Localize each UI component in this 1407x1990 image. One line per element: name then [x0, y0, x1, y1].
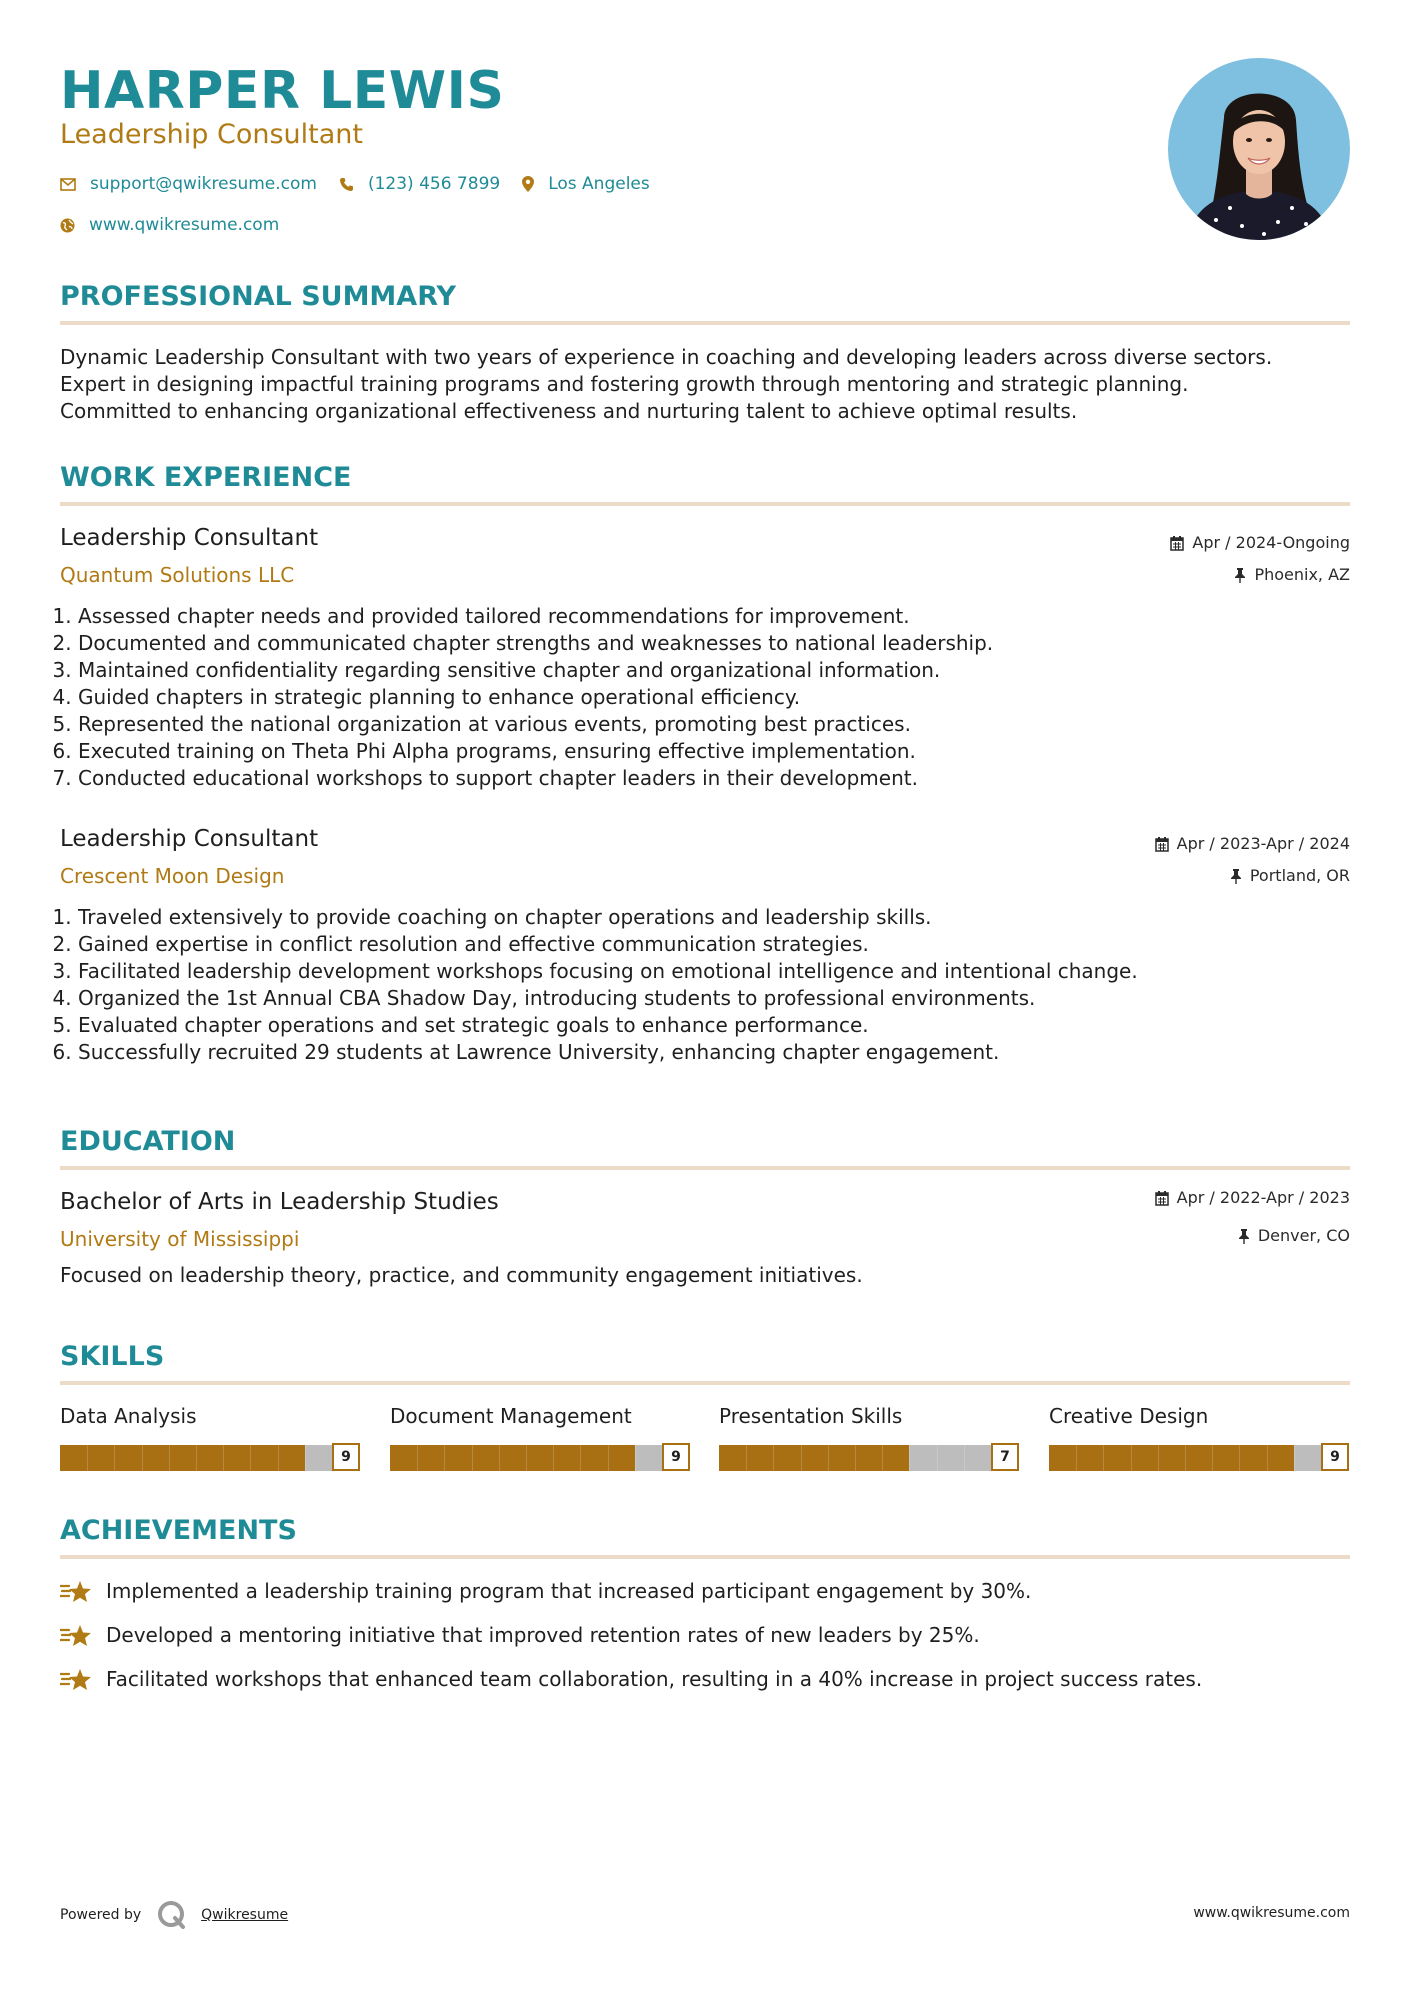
skill-bar-fill: [1049, 1445, 1294, 1471]
skill-bar-fill: [719, 1445, 909, 1471]
skill-bar-segment: [499, 1445, 500, 1471]
pushpin-icon: [1238, 1229, 1250, 1244]
map-pin-icon: [522, 176, 534, 192]
experience-divider: [60, 502, 1350, 506]
footer-powered-by: [60, 1900, 288, 1930]
skill-bar: [60, 1443, 360, 1471]
pushpin-icon: [1234, 568, 1246, 583]
website-text: www.qwikresume.com: [89, 215, 280, 235]
skill-bar-segment: [1076, 1445, 1077, 1471]
list-item: 7. Conducted educational workshops to support chapter leaders in their development.: [78, 765, 1368, 792]
achievement-text: Facilitated workshops that enhanced team collaboration, resulting in a 40% increase in project success rates.: [106, 1667, 1203, 1691]
education-heading: EDUCATION: [60, 1126, 236, 1157]
list-item: 3. Maintained confidentiality regarding sensitive chapter and organizational information.: [78, 657, 1368, 684]
contact-phone[interactable]: [339, 174, 500, 194]
job-2-company: Crescent Moon Design: [60, 864, 285, 888]
skill-bar-segment: [580, 1445, 581, 1471]
list-item: 4. Organized the 1st Annual CBA Shadow Day, introducing students to professional environments.: [78, 985, 1368, 1012]
achievement-text: Implemented a leadership training program that increased participant engagement by 30%.: [106, 1579, 1032, 1603]
skill-bar-segment: [1131, 1445, 1132, 1471]
job-2-location-text: Portland, OR: [1249, 866, 1350, 885]
job-1-bullets: [52, 603, 1368, 792]
list-item: 4. Guided chapters in strategic planning to enhance operational efficiency.: [78, 684, 1368, 711]
summary-divider: [60, 321, 1350, 325]
job-1-dates: [1170, 532, 1350, 554]
candidate-name: HARPER LEWIS: [60, 61, 505, 121]
skill-bar-segment: [553, 1445, 554, 1471]
achievements-heading: ACHIEVEMENTS: [60, 1515, 297, 1546]
calendar-icon: [1155, 837, 1169, 852]
job-2-bullets: [52, 904, 1368, 1066]
skill-bar-segment: [1158, 1445, 1159, 1471]
achievements-divider: [60, 1555, 1350, 1559]
list-item: 5. Represented the national organization at various events, promoting best practices.: [78, 711, 1368, 738]
skill-bar-segment: [1185, 1445, 1186, 1471]
skill-bar-segment: [635, 1445, 636, 1471]
education-degree: Bachelor of Arts in Leadership Studies: [60, 1189, 499, 1215]
list-item: 2. Documented and communicated chapter strengths and weaknesses to national leadership.: [78, 630, 1368, 657]
globe-icon: [60, 218, 75, 233]
skill-name: Creative Design: [1049, 1404, 1209, 1428]
envelope-icon: [60, 178, 76, 191]
skill-creative-design: [1049, 1403, 1349, 1471]
skill-bar: [719, 1443, 1019, 1471]
skill-bar-segment: [801, 1445, 802, 1471]
skill-score: 9: [332, 1443, 360, 1471]
pushpin-icon: [1230, 869, 1242, 884]
skill-bar-segment: [964, 1445, 965, 1471]
shooting-star-icon: [60, 1579, 94, 1605]
achievement-item: [60, 1622, 980, 1649]
contact-location: [522, 174, 650, 194]
summary-heading: PROFESSIONAL SUMMARY: [60, 281, 457, 312]
skill-bar-fill: [60, 1445, 305, 1471]
skill-score: 7: [991, 1443, 1019, 1471]
calendar-icon: [1170, 536, 1184, 551]
skills-heading: SKILLS: [60, 1341, 165, 1372]
skill-bar-segment: [444, 1445, 445, 1471]
skill-bar-fill: [390, 1445, 635, 1471]
achievement-item: [60, 1666, 1202, 1693]
skill-bar-segment: [472, 1445, 473, 1471]
education-dates: [1155, 1187, 1350, 1209]
skill-bar-segment: [87, 1445, 88, 1471]
contact-row-2: [60, 215, 301, 235]
skill-bar-segment: [828, 1445, 829, 1471]
skill-bar-segment: [526, 1445, 527, 1471]
education-location-text: Denver, CO: [1257, 1226, 1350, 1245]
education-description: Focused on leadership theory, practice, and community engagement initiatives.: [60, 1263, 863, 1287]
skill-bar-segment: [773, 1445, 774, 1471]
job-1-dates-text: Apr / 2024-Ongoing: [1192, 533, 1350, 552]
skill-bar-segment: [1294, 1445, 1295, 1471]
summary-line: Expert in designing impactful training programs and fostering growth through mentoring and strategic planning.: [60, 372, 1189, 396]
education-divider: [60, 1166, 1350, 1170]
skill-bar: [390, 1443, 690, 1471]
contact-row-1: [60, 174, 672, 194]
skill-document-management: [390, 1403, 690, 1471]
list-item: 1. Traveled extensively to provide coaching on chapter operations and leadership skills.: [78, 904, 1368, 931]
skill-bar-segment: [608, 1445, 609, 1471]
summary-line: Committed to enhancing organizational effectiveness and nurturing talent to achieve optimal results.: [60, 399, 1078, 423]
job-2-dates: [1155, 833, 1350, 855]
job-2-location: [1230, 865, 1350, 887]
shooting-star-icon: [60, 1667, 94, 1693]
list-item: 5. Evaluated chapter operations and set strategic goals to enhance performance.: [78, 1012, 1368, 1039]
skill-bar-segment: [223, 1445, 224, 1471]
skill-bar-segment: [278, 1445, 279, 1471]
job-2-role: Leadership Consultant: [60, 826, 319, 852]
education-location: [1238, 1225, 1350, 1247]
powered-by-label: Powered by: [60, 1907, 142, 1923]
job-2-dates-text: Apr / 2023-Apr / 2024: [1176, 834, 1350, 853]
skill-bar-segment: [1267, 1445, 1268, 1471]
summary-line: Dynamic Leadership Consultant with two years of experience in coaching and developing leaders across diverse sectors.: [60, 345, 1273, 369]
skill-bar-segment: [305, 1445, 306, 1471]
skill-bar-segment: [909, 1445, 910, 1471]
skill-presentation-skills: [719, 1403, 1019, 1471]
achievement-text: Developed a mentoring initiative that improved retention rates of new leaders by 25%.: [106, 1623, 980, 1647]
phone-text: (123) 456 7899: [367, 174, 501, 194]
skill-bar-segment: [855, 1445, 856, 1471]
calendar-icon: [1155, 1191, 1169, 1206]
profile-photo: [1168, 58, 1350, 240]
skill-name: Presentation Skills: [719, 1404, 903, 1428]
brand-link[interactable]: Qwikresume: [201, 1907, 289, 1923]
contact-website[interactable]: [60, 215, 279, 235]
list-item: 2. Gained expertise in conflict resolution and effective communication strategies.: [78, 931, 1368, 958]
footer-url[interactable]: www.qwikresume.com: [1193, 1905, 1350, 1921]
skill-data-analysis: [60, 1403, 360, 1471]
list-item: 1. Assessed chapter needs and provided tailored recommendations for improvement.: [78, 603, 1368, 630]
list-item: 6. Successfully recruited 29 students at Lawrence University, enhancing chapter engagement.: [78, 1039, 1368, 1066]
skill-bar-segment: [746, 1445, 747, 1471]
qwikresume-logo-icon: [157, 1900, 187, 1930]
shooting-star-icon: [60, 1623, 94, 1649]
skill-bar-segment: [1212, 1445, 1213, 1471]
skill-bar-segment: [1239, 1445, 1240, 1471]
achievement-item: [60, 1578, 1031, 1605]
education-school: University of Mississippi: [60, 1227, 300, 1251]
skill-bar-segment: [882, 1445, 883, 1471]
job-1-company: Quantum Solutions LLC: [60, 563, 295, 587]
skill-bar-segment: [937, 1445, 938, 1471]
contact-email[interactable]: [60, 174, 317, 194]
skills-divider: [60, 1381, 1350, 1385]
job-1-location: [1234, 564, 1350, 586]
skill-bar-segment: [250, 1445, 251, 1471]
summary-text: [60, 344, 1350, 425]
skill-bar-segment: [142, 1445, 143, 1471]
job-1-location-text: Phoenix, AZ: [1254, 565, 1350, 584]
skill-name: Document Management: [390, 1404, 632, 1428]
skill-bar-segment: [196, 1445, 197, 1471]
experience-heading: WORK EXPERIENCE: [60, 462, 352, 493]
skill-score: 9: [1321, 1443, 1349, 1471]
skill-bar: [1049, 1443, 1349, 1471]
skill-bar-segment: [114, 1445, 115, 1471]
skill-name: Data Analysis: [60, 1404, 197, 1428]
skill-bar-segment: [417, 1445, 418, 1471]
list-item: 6. Executed training on Theta Phi Alpha programs, ensuring effective implementation.: [78, 738, 1368, 765]
education-dates-text: Apr / 2022-Apr / 2023: [1176, 1188, 1350, 1207]
phone-icon: [339, 177, 354, 192]
skill-score: 9: [662, 1443, 690, 1471]
job-1-role: Leadership Consultant: [60, 525, 319, 551]
email-text: support@qwikresume.com: [90, 174, 317, 194]
list-item: 3. Facilitated leadership development workshops focusing on emotional intelligence and intentional change.: [78, 958, 1368, 985]
location-text: Los Angeles: [548, 174, 650, 194]
candidate-title: Leadership Consultant: [60, 119, 363, 150]
skill-bar-segment: [169, 1445, 170, 1471]
skill-bar-segment: [1103, 1445, 1104, 1471]
